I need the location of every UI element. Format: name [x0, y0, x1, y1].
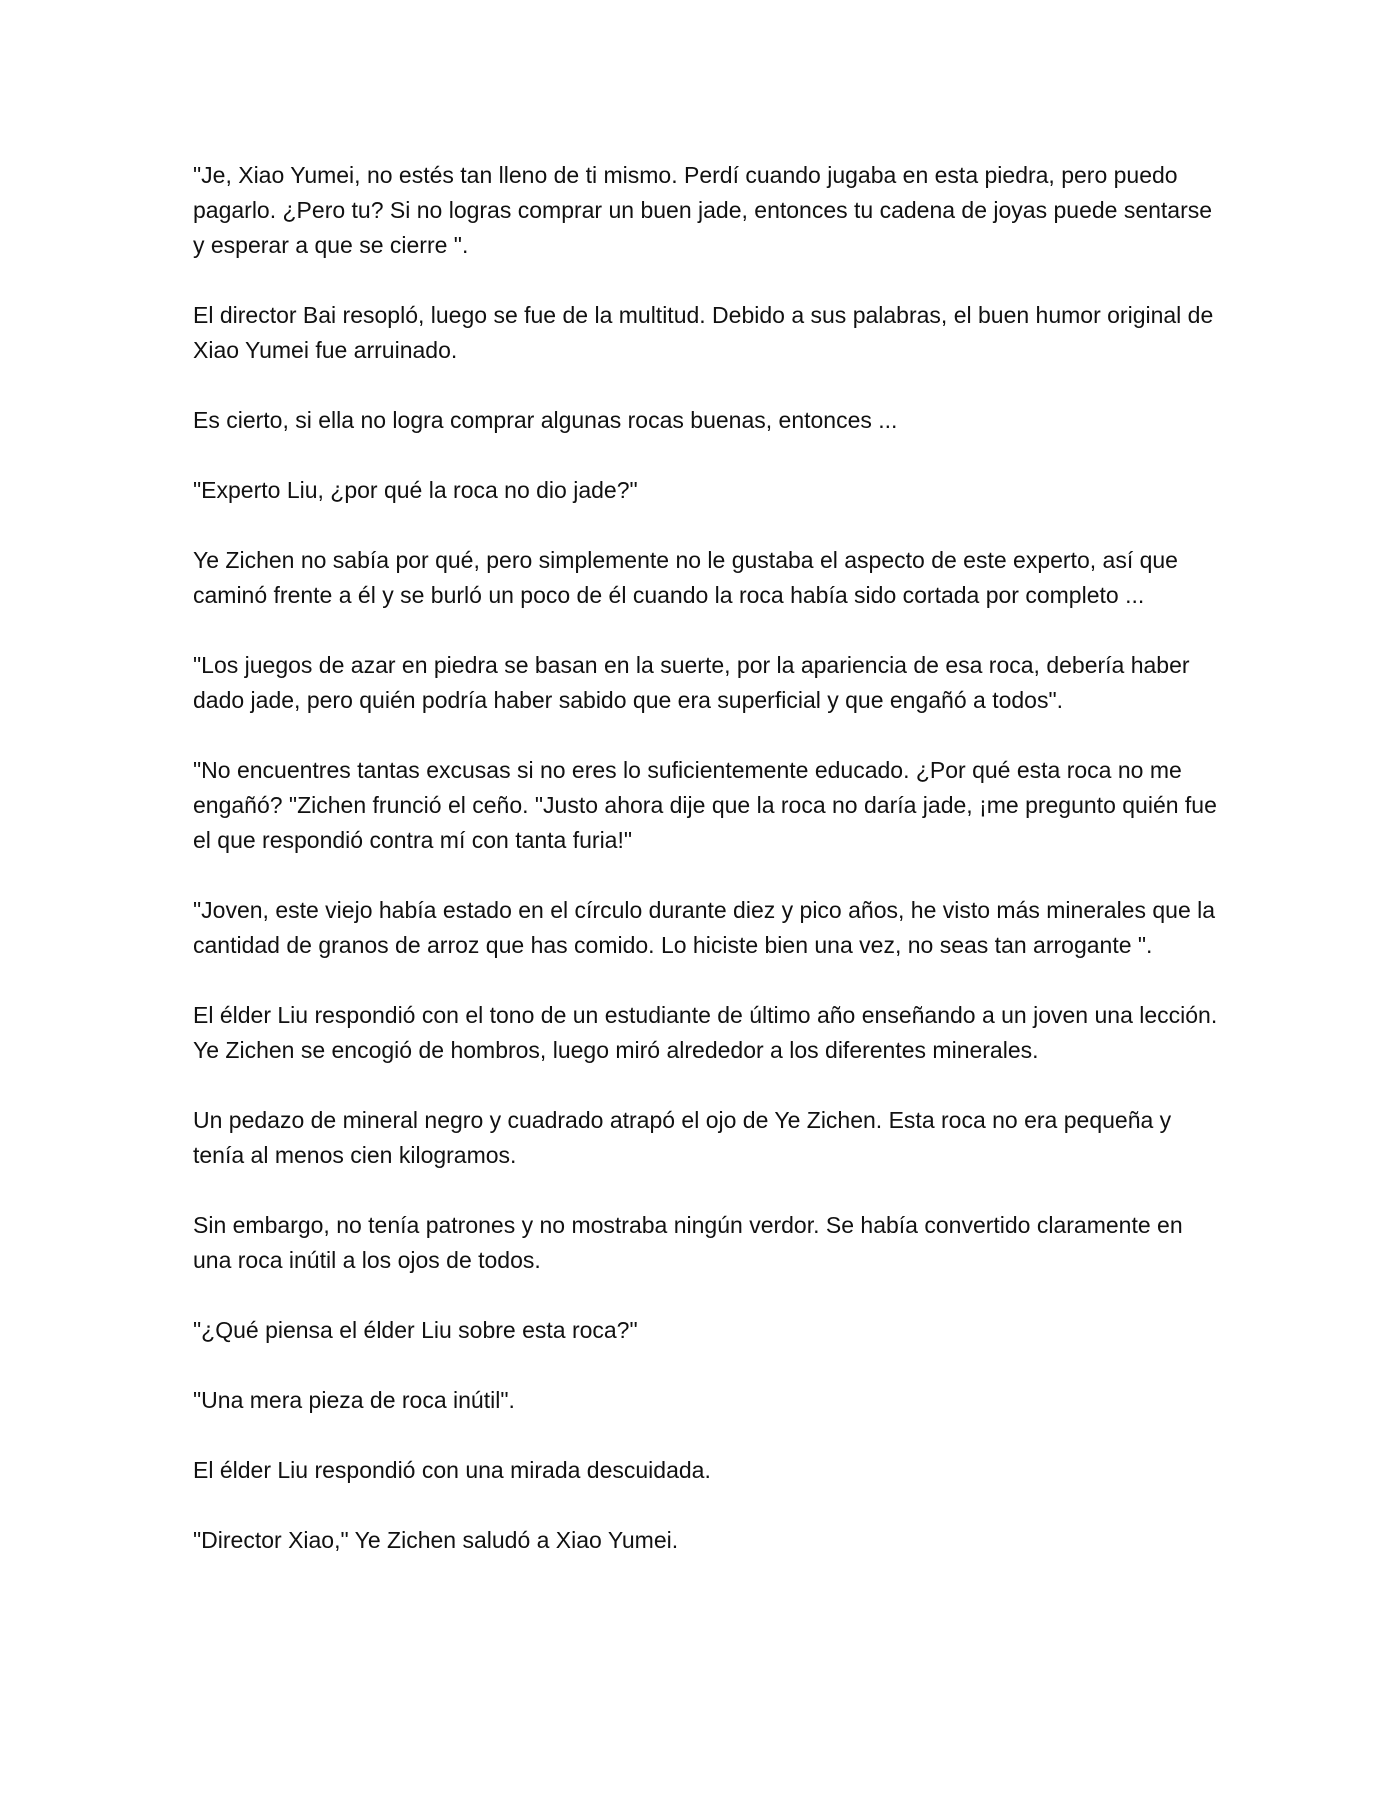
paragraph: El élder Liu respondió con una mirada descuidada. — [193, 1457, 711, 1483]
paragraph: "Una mera pieza de roca inútil". — [193, 1387, 515, 1413]
paragraph: El director Bai resopló, luego se fue de la multitud. Debido a sus palabras, el buen humor original de Xiao Yumei fue arruinado. — [193, 302, 1214, 363]
paragraph: Un pedazo de mineral negro y cuadrado atrapó el ojo de Ye Zichen. Esta roca no era pequeña y tenía al menos cien kilogramos. — [193, 1107, 1172, 1168]
paragraph: "Los juegos de azar en piedra se basan en la suerte, por la apariencia de esa roca, debería haber dado jade, pero quién podría haber sabido que era superficial y que engañó a todos". — [193, 652, 1190, 713]
paragraph: "Director Xiao," Ye Zichen saludó a Xiao Yumei. — [193, 1527, 679, 1553]
paragraph: Sin embargo, no tenía patrones y no mostraba ningún verdor. Se había convertido claramente en una roca inútil a los ojos de todos. — [193, 1212, 1183, 1273]
paragraph: Es cierto, si ella no logra comprar algunas rocas buenas, entonces ... — [193, 407, 898, 433]
paragraph: El élder Liu respondió con el tono de un estudiante de último año enseñando a un joven una lección. Ye Zichen se encogió de hombros, luego miró alrededor a los diferentes minerales. — [193, 1002, 1218, 1063]
document-body — [193, 158, 1223, 1593]
paragraph: "Je, Xiao Yumei, no estés tan lleno de ti mismo. Perdí cuando jugaba en esta piedra, pero puedo pagarlo. ¿Pero tu? Si no logras comprar un buen jade, entonces tu cadena de joyas puede sentarse y esperar a que se cierre ". — [193, 162, 1213, 258]
paragraph: "Experto Liu, ¿por qué la roca no dio jade?" — [193, 477, 638, 503]
paragraph: "No encuentres tantas excusas si no eres lo suficientemente educado. ¿Por qué esta roca no me engañó? "Zichen frunció el ceño. "Justo ahora dije que la roca no daría jade, ¡me pregunto quién fue el que respondió contra mí con tanta furia!" — [193, 757, 1217, 853]
paragraph: Ye Zichen no sabía por qué, pero simplemente no le gustaba el aspecto de este experto, así que caminó frente a él y se burló un poco de él cuando la roca había sido cortada por completo ... — [193, 547, 1178, 608]
paragraph: "Joven, este viejo había estado en el círculo durante diez y pico años, he visto más minerales que la cantidad de granos de arroz que has comido. Lo hiciste bien una vez, no seas tan arrogante ". — [193, 897, 1216, 958]
paragraph: "¿Qué piensa el élder Liu sobre esta roca?" — [193, 1317, 638, 1343]
